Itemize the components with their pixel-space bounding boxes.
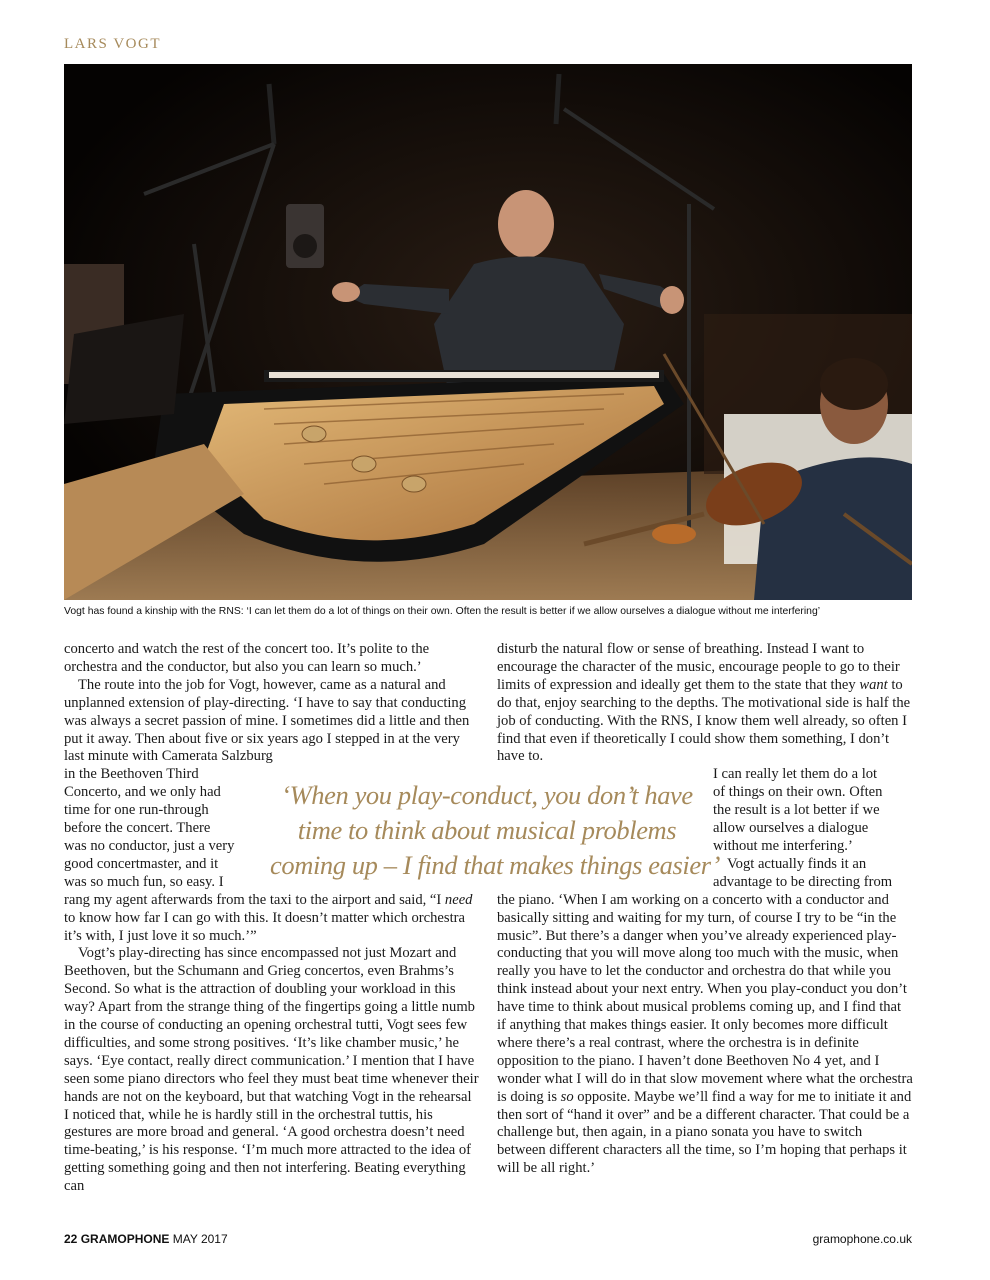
column-left xyxy=(64,641,480,1196)
pull-quote-line: coming up – I find that makes things easier’ xyxy=(270,850,721,880)
text-run: to do that, enjoy searching to the depths. The motivational side is half the job of conducting. With the RNS, I know them well already, so often I find that even if theoretically I could show them something, I don’t have to. xyxy=(497,676,911,765)
text-line: time for one run-through xyxy=(64,802,209,819)
photo-caption: Vogt has found a kinship with the RNS: ‘I can let them do a lot of things on their own. Often the result is better if we allow ourselves a dialogue without me interfering’ xyxy=(64,606,821,617)
text-line: was no conductor, just a very xyxy=(64,837,235,854)
text-run: opposite. Maybe we’ll find a way for me to initiate it and then sort of “hand it over” and be a different character. That could be a challenge but, then again, in a piano sonata you have to switch between different characters all the time, so I’m hoping that perhaps it will be all right.’ xyxy=(497,1088,912,1177)
text-line: the result is a lot better if we xyxy=(713,802,880,819)
text-run: to know how far I can go with this. It doesn’t matter which orchestra it’s with, I just love it so much.’” xyxy=(64,909,465,944)
footer-folio xyxy=(64,1232,228,1246)
text-run: the piano. ‘When I am working on a concerto with a conductor and basically sitting and waiting for my turn, of course I try to be “in the music”. But there’s a danger when you’ve already experienced play-conducting that you will move along too much with the music, when really you have to let the conductor and orchestra do that while you think instead about your next entry. When you play-conduct you don’t have time to think about musical problems coming up, and I find that if anything that makes things easier. It only becomes more difficult where there’s a real contrast, where the orchestra is in definite opposition to the piano. I haven’t done Beethoven No 4 yet, and I wonder what I will do in that slow movement where what the orchestra is doing is xyxy=(497,891,913,1105)
text-run: disturb the natural flow or sense of breathing. Instead I want to encourage the character of the music, encourage people to go to their limits of expression and ideally get them to the state that they xyxy=(497,641,900,693)
emphasis: so xyxy=(560,1088,574,1105)
article-photo xyxy=(64,64,912,600)
text-line: Vogt actually finds it an xyxy=(727,855,867,872)
text-line: before the concert. There xyxy=(64,820,211,837)
page-number: 22 xyxy=(64,1232,78,1246)
photo-illustration xyxy=(64,64,912,600)
paragraph: Vogt’s play-directing has since encompassed not just Mozart and Beethoven, but the Schumann and Grieg concertos, even Brahms’s Second. So what is the attraction of doubling your workload in this way? Apart from the strange thing of the fingertips going a little numb in the course of conducting an opening orchestral tutti, Vogt sees few difficulties, and some strong positives. ‘It’s like chamber music,’ he says. ‘Eye contact, really direct communication.’ I mention that I have seen some piano directors who feel they must beat time whenever their hands are not on the keyboard, but that watching Vogt in the rehearsal I noticed that, while he is hardly still in the orchestral tuttis, his gestures are more broad and general. ‘A good orchestra doesn’t need time-beating,’ is his response. ‘I’m much more attracted to the idea of getting something going and then not interfering. Beating everything can xyxy=(64,945,479,1195)
text-line: Concerto, and we only had xyxy=(64,784,221,801)
pull-quote-line: ‘When you play-conduct, you don’t have xyxy=(281,780,693,810)
text-line: without me interfering.’ xyxy=(713,837,853,854)
pull-quote xyxy=(270,778,721,883)
magazine-name: GRAMOPHONE xyxy=(80,1232,170,1246)
text-line: allow ourselves a dialogue xyxy=(713,820,869,837)
footer-website[interactable]: gramophone.co.uk xyxy=(812,1232,912,1246)
column-right xyxy=(497,641,913,1178)
text-line: good concertmaster, and it xyxy=(64,855,219,872)
pull-quote-line: time to think about musical problems xyxy=(297,815,677,845)
section-label: LARS VOGT xyxy=(64,36,161,52)
text-line: I can really let them do a lot xyxy=(713,766,878,783)
text-line: in the Beethoven Third xyxy=(64,766,199,783)
paragraph xyxy=(497,856,913,1178)
text-run: rang my agent afterwards from the taxi to the airport and said, “I xyxy=(64,891,445,908)
paragraph: concerto and watch the rest of the concert too. It’s polite to the orchestra and the conductor, but also you can learn so much.’ xyxy=(64,641,430,675)
text-line: advantage to be directing from xyxy=(713,873,893,890)
issue-date: MAY 2017 xyxy=(172,1232,228,1246)
emphasis: need xyxy=(444,891,473,908)
text-line: of things on their own. Often xyxy=(713,784,883,801)
text-run: The route into the job for Vogt, however, came as a natural and unplanned extension of play-directing. ‘I have to say that conducting was always a secret passion of mine. I sometimes did a little and then put it away. Then about five or six years ago I stepped in at the very last minute with Camerata Salzburg xyxy=(64,676,470,765)
text-line: was so much fun, so easy. I xyxy=(64,873,224,890)
emphasis: want xyxy=(859,676,888,693)
